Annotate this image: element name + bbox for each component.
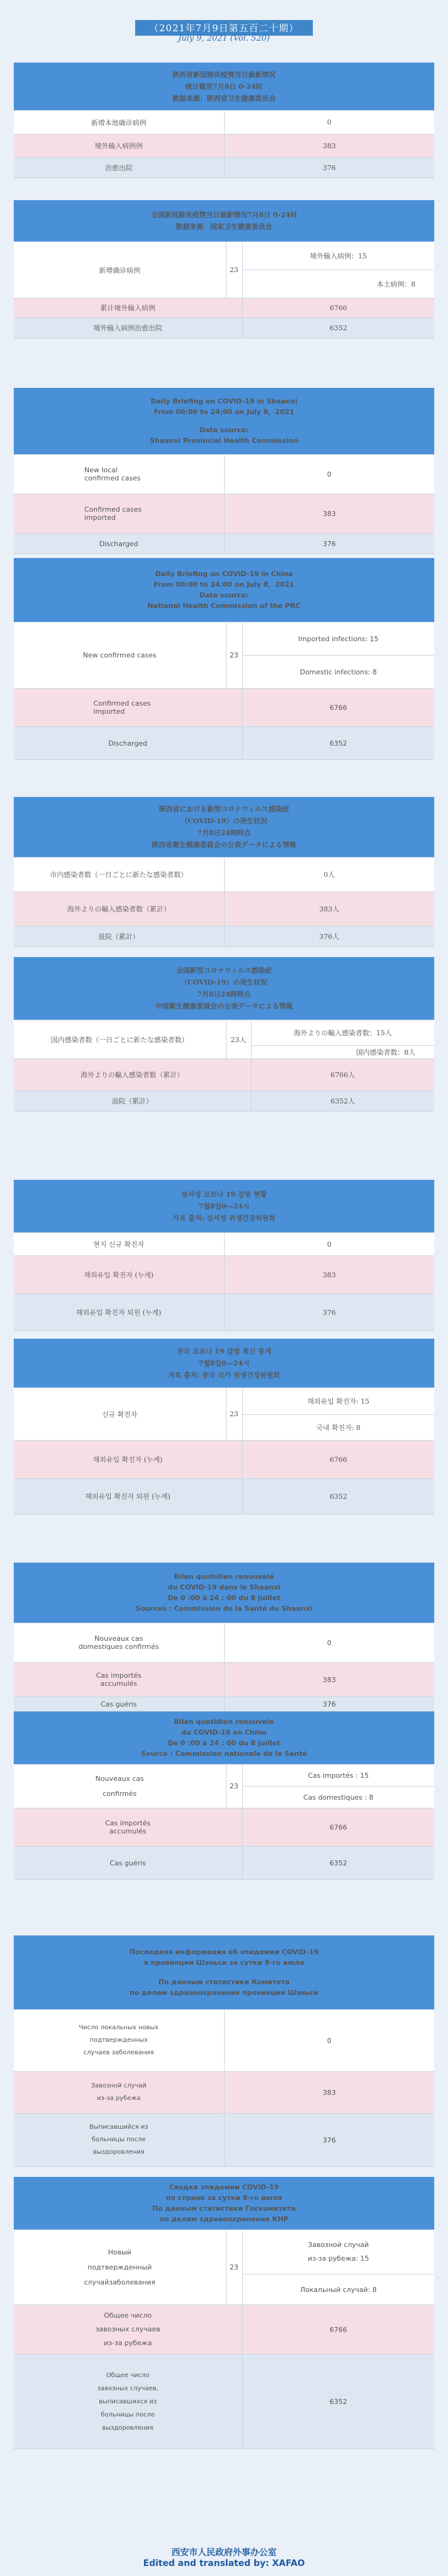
zh-shaanxi-label: 境外输入病例例 <box>14 134 224 158</box>
zh-shaanxi-value: 376 <box>224 158 434 178</box>
ko-shaanxi-value: 383 <box>224 1256 434 1294</box>
ru-china-value: 6352 <box>242 2355 434 2449</box>
ko-china-value: 6766 <box>242 1441 434 1479</box>
en-china-value: 6352 <box>242 727 434 760</box>
ja-shaanxi-card <box>14 797 434 947</box>
ja-shaanxi-label: 退院（累計） <box>14 926 224 947</box>
fr-china-new-total: 23 <box>226 1765 242 1808</box>
ko-china-value: 6352 <box>242 1479 434 1514</box>
fr-shaanxi-value: 376 <box>224 1697 434 1711</box>
zh-shaanxi-heading: 陕西省新冠肺炎疫情当日最新情况 统计截至7月8日 0-24时 数据来源：陕西省卫生健康委员会 <box>14 63 434 111</box>
ko-china-card <box>14 1339 434 1514</box>
ru-shaanxi-label: Число локальных новых подтвержденных случаев заболевания <box>14 2010 224 2072</box>
ja-shaanxi-value: 376人 <box>224 926 434 947</box>
ja-shaanxi-heading: 陝西省における新型コロナウィルス感染症 （COVID-19）の発生状況 7月8日24時時点 陝西省衛生健康委員会の公表データによる情報 <box>14 797 434 858</box>
ja-china-heading: 全国新型コロナウィルス感染症 （COVID-19）の発生状況 7月8日24時時点 中国衛生健康委員会の公表データによる情報 <box>14 957 434 1020</box>
ru-shaanxi-value: 383 <box>224 2072 434 2114</box>
zh-china-card <box>14 200 434 338</box>
ru-shaanxi-heading: Последняя информация об эпидемии COVID-19 в провинции Шэньси за сутки 8-го июля По данным статистики Комитета по делам здравоохранения провинции Шэньси <box>14 1935 434 2010</box>
ru-china-new-label: Новый подтвержденный случайзаболевания <box>14 2230 226 2305</box>
en-china-label: Discharged <box>14 727 242 760</box>
zh-china-value: 6766 <box>242 298 434 318</box>
zh-china-new-label: 新增确诊病例 <box>14 242 226 298</box>
issue-title: （2021年7月9日第五百二十期） <box>0 20 448 36</box>
fr-shaanxi-label: Nouveaux cas domestiques confirmés <box>14 1623 224 1663</box>
ja-china-value: 6352人 <box>251 1091 434 1112</box>
fr-china-card <box>14 1711 434 1880</box>
ja-china-label: 海外よりの輸入感染者数（累計） <box>14 1059 251 1091</box>
ru-china-domestic: Локальный случай: 8 <box>242 2274 434 2305</box>
ko-china-imported: 해외유입 확진자: 15 <box>242 1388 434 1415</box>
en-china-card <box>14 558 434 760</box>
ja-china-new-label: 国内感染者数（一日ごとに新たな感染者数） <box>14 1020 226 1059</box>
zh-china-new-total: 23 <box>226 242 242 298</box>
en-shaanxi-label: Confirmed cases imported <box>14 494 224 534</box>
ja-china-value: 6766人 <box>251 1059 434 1091</box>
ko-shaanxi-card <box>14 1180 434 1331</box>
fr-china-domestic: Cas domestiques : 8 <box>242 1787 434 1808</box>
zh-china-domestic: 本土病例：8 <box>242 270 434 298</box>
en-china-new-total: 23 <box>226 622 242 689</box>
zh-shaanxi-label: 治愈出院 <box>14 158 224 178</box>
ko-shaanxi-label: 해외유입 확진자 (누계) <box>14 1256 224 1294</box>
ja-china-label: 退院（累計） <box>14 1091 251 1112</box>
ko-china-new-total: 23 <box>226 1388 242 1441</box>
ru-shaanxi-label: Завозной случай из-за рубежа <box>14 2072 224 2114</box>
ru-china-label: Общее число завозных случаев из-за рубежа <box>14 2305 242 2355</box>
zh-shaanxi-value: 0 <box>224 111 434 134</box>
fr-china-value: 6766 <box>242 1808 434 1847</box>
ru-china-label: Общее число завозных случаев, выписавшихся из больницы после выздоровления <box>14 2355 242 2449</box>
en-china-heading: Daily Briefing on COVID-19 in China From 00:00 to 24:00 on July 8，2021 Data source: National Health Commission of the PRC <box>14 558 434 622</box>
en-shaanxi-value: 0 <box>224 455 434 494</box>
en-china-value: 6766 <box>242 689 434 727</box>
ko-shaanxi-heading: 섬서성 코로나 19 감염 현황 7월8일0—24시 자료 출처: 섬서성 위생건강위원회 <box>14 1180 434 1233</box>
ko-china-label: 해외유입 확진자 (누계) <box>14 1441 242 1479</box>
ja-china-imported: 海外よりの輸入感染者数：15人 <box>251 1020 434 1046</box>
issue-subtitle: July 9, 2021 (Vol. 520) <box>178 34 270 43</box>
ja-shaanxi-label: 海外よりの輸入感染者数（累計） <box>14 892 224 926</box>
fr-china-label: Cas importés accumulés <box>14 1808 242 1847</box>
ko-shaanxi-value: 0 <box>224 1233 434 1256</box>
zh-china-value: 6352 <box>242 318 434 338</box>
ru-shaanxi-value: 376 <box>224 2114 434 2167</box>
ko-shaanxi-value: 376 <box>224 1294 434 1331</box>
fr-shaanxi-card <box>14 1563 434 1711</box>
ja-china-domestic: 国内感染者数：8人 <box>251 1046 434 1059</box>
fr-china-value: 6352 <box>242 1847 434 1880</box>
en-china-label: Confirmed cases imported <box>14 689 242 727</box>
en-shaanxi-label: Discharged <box>14 534 224 554</box>
fr-china-new-label: Nouveaux cas confirmés <box>14 1765 226 1808</box>
zh-china-heading: 全国新冠肺炎疫情当日最新情况7月8日 0-24时 数据来源：国家卫生健康委员会 <box>14 200 434 242</box>
ru-shaanxi-card <box>14 1935 434 2167</box>
ko-china-label: 해외유입 확진자 퇴원 (누계) <box>14 1479 242 1514</box>
ko-china-heading: 전국 코로나 19 감염 최신 통계 7월8일0—24시 자료 출처: 중국 국가 위생건강위원회 <box>14 1339 434 1388</box>
en-shaanxi-label: New local confirmed cases <box>14 455 224 494</box>
ja-china-new-total: 23人 <box>226 1020 251 1059</box>
fr-china-heading: Bilan quotidien renouvelé du COVID-19 en Chine De 0 :00 à 24 : 00 du 8 juillet Source : Commission nationale de la Santé <box>14 1711 434 1765</box>
ru-china-card <box>14 2177 434 2449</box>
footer-credit: Edited and translated by: XAFAO <box>143 2558 305 2568</box>
en-shaanxi-value: 376 <box>224 534 434 554</box>
ru-china-imported: Завозной случай из-за рубежа: 15 <box>242 2230 434 2274</box>
fr-china-label: Cas guéris <box>14 1847 242 1880</box>
ko-shaanxi-label: 현지 신규 확진자 <box>14 1233 224 1256</box>
ja-china-card <box>14 957 434 1112</box>
fr-shaanxi-label: Cas importés accumulés <box>14 1663 224 1697</box>
ru-china-value: 6766 <box>242 2305 434 2355</box>
en-china-imported: Imported infections: 15 <box>242 622 434 656</box>
zh-china-label: 累计境外输入病例 <box>14 298 242 318</box>
fr-shaanxi-label: Cas guéris <box>14 1697 224 1711</box>
zh-china-label: 境外输入病例治愈出院 <box>14 318 242 338</box>
ru-shaanxi-value: 0 <box>224 2010 434 2072</box>
ru-shaanxi-label: Выписавшийся из больницы после выздоровления <box>14 2114 224 2167</box>
footer-org: 西安市人民政府外事办公室 <box>171 2548 277 2558</box>
fr-shaanxi-value: 0 <box>224 1623 434 1663</box>
en-shaanxi-card <box>14 388 434 554</box>
ko-shaanxi-label: 해외유입 확진자 퇴원 (누계) <box>14 1294 224 1331</box>
ja-shaanxi-value: 0人 <box>224 858 434 892</box>
ja-shaanxi-label: 市内感染者数（一日ごとに新たな感染者数） <box>14 858 224 892</box>
ja-shaanxi-value: 383人 <box>224 892 434 926</box>
en-shaanxi-heading: Daily Briefing on COVID-19 in Shaanxi From 00:00 to 24:00 on July 8，2021 Data source: Shaanxi Provincial Health Commission <box>14 388 434 455</box>
ru-china-heading: Сводка эпидемии COVID-19 по стране за сутки 8-го июля По данным статистики Госкомитета по делам здравоохранения КНР <box>14 2177 434 2230</box>
fr-shaanxi-heading: Bilan quotidien renouvelé du COVID-19 dans le Shaanxi De 0 :00 à 24 : 00 du 8 juillet Sources : Commission de la Santé du Shaanxi <box>14 1563 434 1623</box>
zh-shaanxi-card <box>14 63 434 178</box>
ko-china-new-label: 신규 확진자 <box>14 1388 226 1441</box>
fr-china-imported: Cas importés : 15 <box>242 1765 434 1787</box>
fr-shaanxi-value: 383 <box>224 1663 434 1697</box>
en-shaanxi-value: 383 <box>224 494 434 534</box>
zh-china-imported: 境外输入病例：15 <box>242 242 434 270</box>
en-china-domestic: Domestic infections: 8 <box>242 656 434 689</box>
en-china-new-label: New confirmed cases <box>14 622 226 689</box>
ko-china-domestic: 국내 확진자: 8 <box>242 1415 434 1441</box>
zh-shaanxi-label: 新增本地确诊病例 <box>14 111 224 134</box>
ru-china-new-total: 23 <box>226 2230 242 2305</box>
zh-shaanxi-value: 383 <box>224 134 434 158</box>
